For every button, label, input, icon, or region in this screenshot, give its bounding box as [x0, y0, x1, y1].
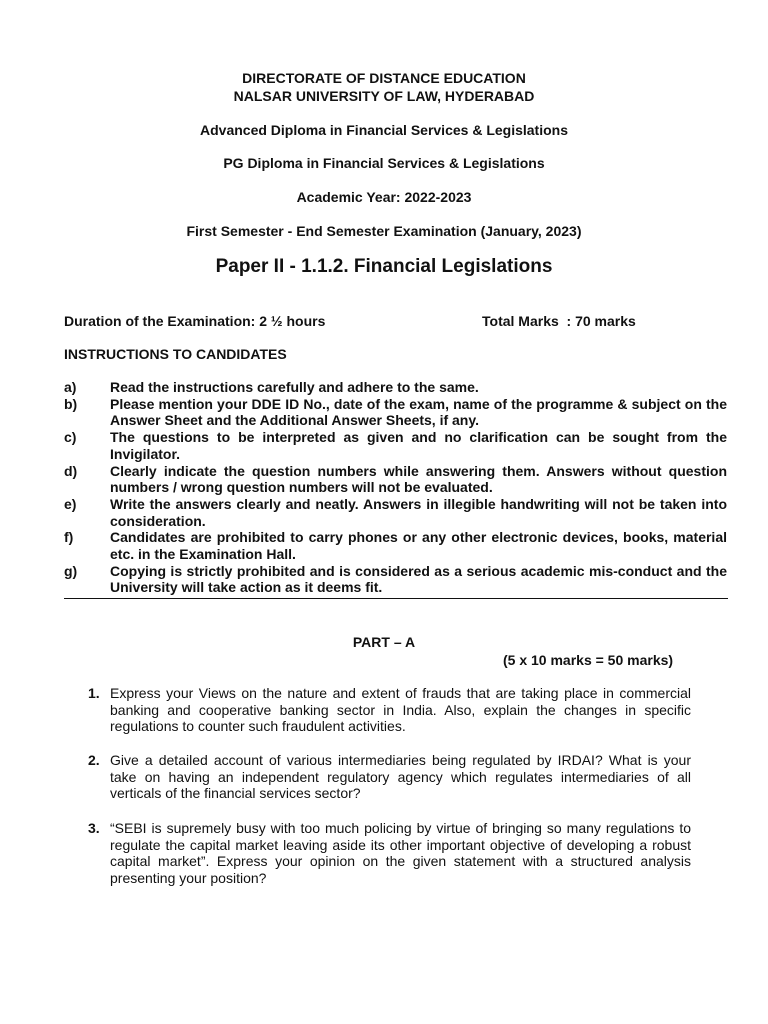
header-university: NALSAR UNIVERSITY OF LAW, HYDERABAD — [233, 88, 535, 104]
question-number: 3. — [88, 820, 100, 836]
exam-duration: Duration of the Examination: 2 ½ hours — [64, 313, 326, 329]
instruction-item — [64, 529, 727, 562]
header-program-pg: PG Diploma in Financial Services & Legislations — [223, 155, 545, 171]
instruction-label: c) — [64, 429, 77, 446]
instruction-text: Please mention your DDE ID No., date of the exam, name of the programme & subject on the Answer Sheet and the Additional Answer Sheets, if any. — [110, 395, 727, 429]
instruction-label: e) — [64, 495, 77, 512]
question-item — [88, 752, 691, 802]
header-directorate: DIRECTORATE OF DISTANCE EDUCATION — [242, 70, 526, 86]
part-a-marks: (5 x 10 marks = 50 marks) — [503, 652, 674, 668]
instruction-text: Copying is strictly prohibited and is considered as a serious academic mis-conduct and the University will take action as it deems fit. — [110, 562, 727, 596]
total-marks: Total Marks : 70 marks — [482, 313, 636, 329]
instruction-label: b) — [64, 395, 78, 412]
instructions-list — [64, 379, 727, 596]
question-text: Express your Views on the nature and extent of frauds that are taking place in commercial banking and cooperative banking sector in India. Also, explain the changes in specific regulations to counter such fraudulent activities. — [110, 685, 691, 735]
instructions-heading: INSTRUCTIONS TO CANDIDATES — [64, 346, 287, 362]
section-divider — [64, 598, 728, 599]
header-program-advanced: Advanced Diploma in Financial Services & Legislations — [200, 122, 568, 138]
question-text: “SEBI is supremely busy with too much policing by virtue of bringing so many regulations to regulate the capital market leaving aside its other important objective of developing a robust capital market”. Express your opinion on the given statement with a structured analysis presenting your position? — [110, 820, 691, 887]
question-item — [88, 685, 691, 735]
instruction-item — [64, 379, 727, 396]
question-number: 1. — [88, 685, 100, 701]
question-item — [88, 820, 691, 887]
instruction-text: Read the instructions carefully and adhere to the same. — [110, 379, 479, 395]
question-number: 2. — [88, 752, 100, 768]
instruction-item — [64, 463, 727, 496]
instruction-text: Write the answers clearly and neatly. Answers in illegible handwriting will not be taken into consideration. — [110, 495, 727, 529]
header-academic-year: Academic Year: 2022-2023 — [296, 189, 472, 205]
instruction-item — [64, 429, 727, 462]
instruction-text: The questions to be interpreted as given and no clarification can be sought from the Invigilator. — [110, 429, 727, 462]
header-exam: First Semester - End Semester Examination (January, 2023) — [186, 223, 582, 239]
instruction-text: Candidates are prohibited to carry phones or any other electronic devices, books, material etc. in the Examination Hall. — [110, 529, 727, 563]
paper-title: Paper II - 1.1.2. Financial Legislations — [215, 256, 553, 277]
question-text: Give a detailed account of various intermediaries being regulated by IRDAI? What is your take on having an independent regulatory agency which regulates intermediaries of all verticals of the financial services sector? — [110, 752, 691, 802]
instruction-label: a) — [64, 379, 77, 395]
instruction-label: g) — [64, 562, 78, 579]
instruction-label: d) — [64, 462, 78, 479]
instruction-item — [64, 396, 727, 429]
instruction-text: Clearly indicate the question numbers while answering them. Answers without question numbers / wrong question numbers will not be evaluated. — [110, 462, 727, 496]
instruction-label: f) — [64, 529, 74, 546]
instruction-item — [64, 563, 727, 596]
instruction-item — [64, 496, 727, 529]
part-a-title: PART – A — [352, 634, 416, 650]
